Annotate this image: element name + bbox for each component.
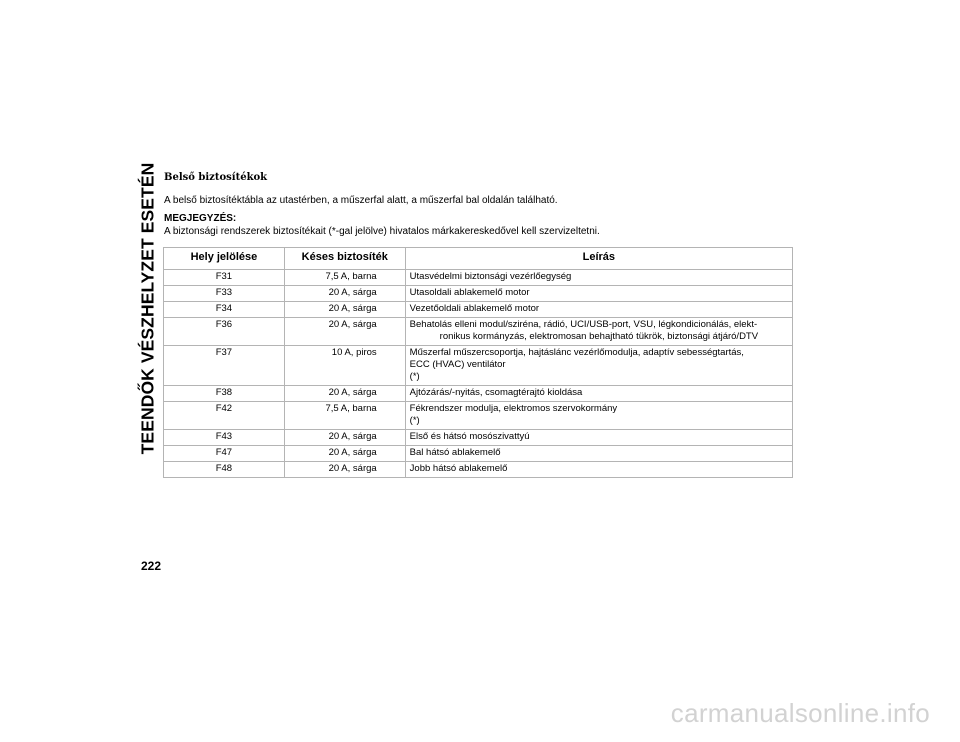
section-title: Belső biztosítékok bbox=[164, 172, 268, 183]
description-line: Műszerfal műszercsoportja, hajtáslánc vezérlőmodulja, adaptív sebességtartás, bbox=[409, 347, 744, 358]
description-line: Behatolás elleni modul/sziréna, rádió, UCI/USB-port, VSU, légkondicionálás, elekt- bbox=[409, 319, 758, 330]
cell-location: F36 bbox=[164, 318, 285, 346]
cell-location: F37 bbox=[164, 346, 285, 386]
description-line: ECC (HVAC) ventilátor bbox=[409, 359, 506, 370]
table-row bbox=[164, 462, 793, 478]
table-row bbox=[164, 430, 793, 446]
cell-location: F48 bbox=[164, 462, 285, 478]
description-line: Utasvédelmi biztonsági vezérlőegység bbox=[409, 271, 572, 282]
cell-fuse: 20 A, sárga bbox=[284, 462, 405, 478]
cell-fuse: 20 A, sárga bbox=[284, 318, 405, 346]
description-line: (*) bbox=[409, 415, 420, 426]
page-number: 222 bbox=[141, 559, 162, 573]
description-line: Utasoldali ablakemelő motor bbox=[409, 287, 530, 298]
cell-description bbox=[405, 430, 792, 446]
watermark: carmanualsonline.info bbox=[670, 698, 930, 728]
cell-description bbox=[405, 270, 792, 286]
cell-description bbox=[405, 386, 792, 402]
description-line: Ajtózárás/-nyitás, csomagtérajtó kioldása bbox=[409, 387, 583, 398]
description-line: Jobb hátsó ablakemelő bbox=[409, 463, 508, 474]
cell-description bbox=[405, 286, 792, 302]
note-label: MEGJEGYZÉS: bbox=[164, 213, 237, 224]
table-row bbox=[164, 402, 793, 430]
intro-paragraph: A belső biztosítéktábla az utastérben, a műszerfal alatt, a műszerfal bal oldalán található. bbox=[164, 195, 558, 206]
cell-location: F31 bbox=[164, 270, 285, 286]
description-line: Vezetőoldali ablakemelő motor bbox=[409, 303, 540, 314]
cell-fuse: 20 A, sárga bbox=[284, 446, 405, 462]
cell-location: F33 bbox=[164, 286, 285, 302]
table-row bbox=[164, 270, 793, 286]
table-body bbox=[164, 270, 793, 478]
cell-fuse: 10 A, piros bbox=[284, 346, 405, 386]
table-row bbox=[164, 318, 793, 346]
cell-fuse: 20 A, sárga bbox=[284, 430, 405, 446]
cell-location: F47 bbox=[164, 446, 285, 462]
fuse-table bbox=[163, 247, 793, 478]
header-description: Leírás bbox=[405, 248, 792, 270]
table-row bbox=[164, 446, 793, 462]
cell-location: F38 bbox=[164, 386, 285, 402]
header-fuse: Késes biztosíték bbox=[284, 248, 405, 270]
table-row bbox=[164, 386, 793, 402]
cell-fuse: 7,5 A, barna bbox=[284, 402, 405, 430]
side-chapter-title bbox=[138, 160, 158, 457]
side-chapter-title-text: TEENDŐK VÉSZHELYZET ESETÉN bbox=[137, 162, 158, 455]
table-header-row bbox=[164, 248, 793, 270]
cell-fuse: 20 A, sárga bbox=[284, 386, 405, 402]
cell-location: F42 bbox=[164, 402, 285, 430]
cell-description bbox=[405, 302, 792, 318]
cell-location: F34 bbox=[164, 302, 285, 318]
description-line: Bal hátsó ablakemelő bbox=[409, 447, 501, 458]
header-location: Hely jelölése bbox=[164, 248, 285, 270]
table-row bbox=[164, 302, 793, 318]
note-text: A biztonsági rendszerek biztosítékait (*-gal jelölve) hivatalos márkakereskedővel kell szervizeltetni. bbox=[164, 226, 600, 237]
cell-description bbox=[405, 402, 792, 430]
table-row bbox=[164, 286, 793, 302]
cell-fuse: 7,5 A, barna bbox=[284, 270, 405, 286]
cell-fuse: 20 A, sárga bbox=[284, 286, 405, 302]
cell-description bbox=[405, 462, 792, 478]
cell-fuse: 20 A, sárga bbox=[284, 302, 405, 318]
description-line: ronikus kormányzás, elektromosan behajtható tükrök, biztonsági átjáró/DTV bbox=[439, 331, 759, 342]
cell-description bbox=[405, 346, 792, 386]
table-row bbox=[164, 346, 793, 386]
cell-description bbox=[405, 318, 792, 346]
cell-description bbox=[405, 446, 792, 462]
cell-location: F43 bbox=[164, 430, 285, 446]
description-line: Első és hátsó mosószivattyú bbox=[409, 431, 530, 442]
description-line: Fékrendszer modulja, elektromos szervokormány bbox=[409, 403, 618, 414]
description-line: (*) bbox=[409, 371, 420, 382]
